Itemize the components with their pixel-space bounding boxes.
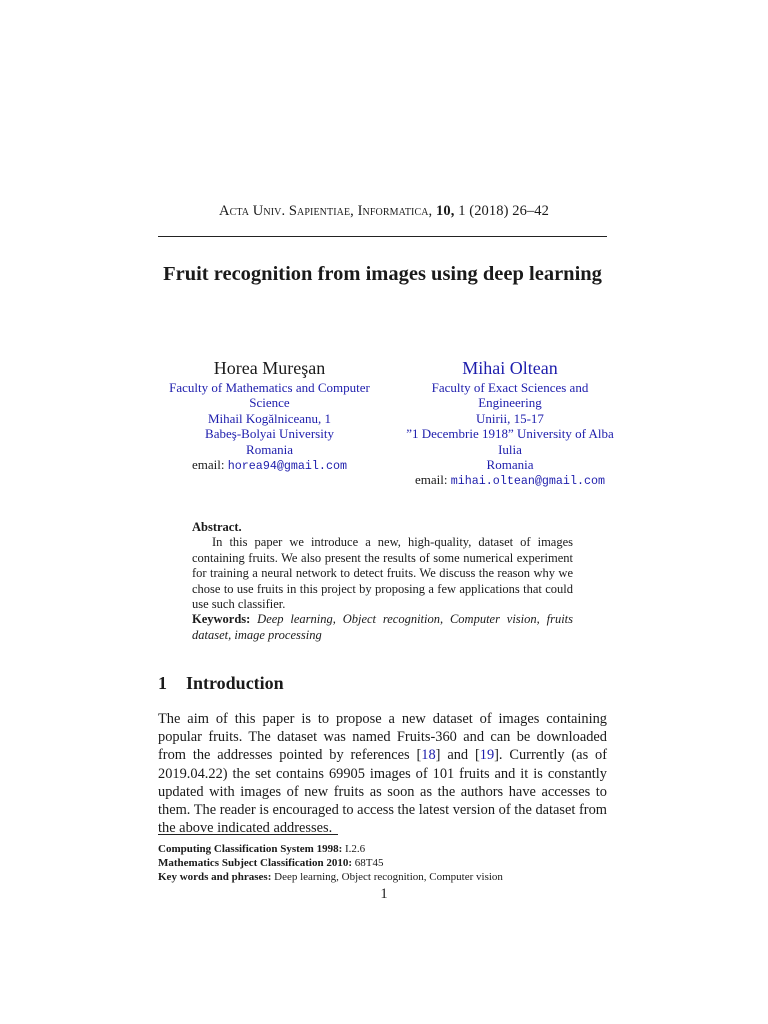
footnote-rule — [158, 834, 338, 835]
footnote-line — [158, 870, 607, 884]
author-address: Unirii, 15-17 — [476, 410, 544, 426]
page-number: 1 — [380, 886, 388, 902]
journal-name: Acta Univ. Sapientiae, Informatica, — [219, 203, 433, 219]
citation-link[interactable]: 18 — [421, 747, 436, 764]
abstract-block — [192, 520, 573, 643]
abstract-heading: Abstract. — [192, 520, 242, 534]
email-label: email: — [414, 472, 448, 488]
citation-link[interactable]: 19 — [479, 747, 495, 764]
intro-paragraph — [158, 710, 607, 837]
footnote-value: I.2.6 — [345, 843, 366, 855]
author-email-link[interactable]: horea94@gmail.com — [227, 459, 347, 474]
author-university: ”1 Decembrie 1918” University of Alba Iulia — [406, 426, 614, 457]
footnote-label: Computing Classification System 1998: — [158, 843, 343, 855]
author-block-2 — [400, 356, 620, 490]
author-email-line — [400, 472, 620, 489]
keywords-line — [192, 612, 573, 643]
section-title: Introduction — [186, 673, 284, 693]
author-email-link[interactable]: mihai.oltean@gmail.com — [450, 474, 606, 489]
author-affiliation: Faculty of Exact Sciences and Engineering — [431, 380, 589, 411]
paper-title: Fruit recognition from images using deep learning — [163, 263, 602, 285]
author-name: Mihai Oltean — [462, 358, 558, 378]
author-country: Romania — [246, 441, 293, 457]
footnote-value: Deep learning, Object recognition, Computer vision — [274, 871, 503, 883]
author-country: Romania — [486, 457, 534, 473]
footnote-value: 68T45 — [354, 857, 384, 869]
author-block-1 — [160, 356, 379, 474]
author-affiliation: Faculty of Mathematics and Computer Science — [169, 380, 370, 411]
footnote-label: Mathematics Subject Classification 2010: — [158, 857, 353, 869]
journal-issue: 1 (2018) 26–42 — [458, 203, 549, 219]
footnote-line — [158, 842, 607, 856]
keywords-label: Keywords: — [192, 612, 251, 627]
author-university: Babeş-Bolyai University — [205, 426, 334, 442]
author-name: Horea Mureşan — [213, 358, 326, 378]
intro-text: ]. Currently (as of 2019.04.22) the set contains 69905 images of 101 fruits and it is constantly updated with images of new fruits as soon as the authors have accesses to them. The reader is encouraged to access the latest version of the dataset from the above indicated addresses. — [158, 747, 608, 837]
section-number: 1 — [158, 673, 167, 693]
keywords-text: Deep learning, Object recognition, Computer vision, fruits dataset, image processing — [192, 612, 574, 642]
footnote-label: Key words and phrases: — [158, 871, 272, 883]
author-email-line — [160, 457, 379, 474]
author-address: Mihail Kogălniceanu, 1 — [207, 410, 332, 426]
intro-text: ] and [ — [435, 747, 480, 764]
email-label: email: — [192, 457, 225, 473]
journal-header — [0, 203, 768, 220]
footnote-line — [158, 856, 607, 870]
abstract-text: In this paper we introduce a new, high-quality, dataset of images containing fruits. We also present the results of some numerical experiment for training a neural network to detect fruits. We discuss the reason why we chose to use fruits in this project by proposing a few applications that could use such classifier. — [192, 535, 573, 612]
intro-text: The aim of this paper is to propose a new dataset of images containing popular fruits. The dataset was named Fruits-360 and can be downloaded from the addresses pointed by references [ — [158, 711, 607, 764]
journal-volume: 10, — [436, 203, 455, 219]
section-heading — [158, 673, 284, 694]
header-rule — [158, 236, 607, 237]
